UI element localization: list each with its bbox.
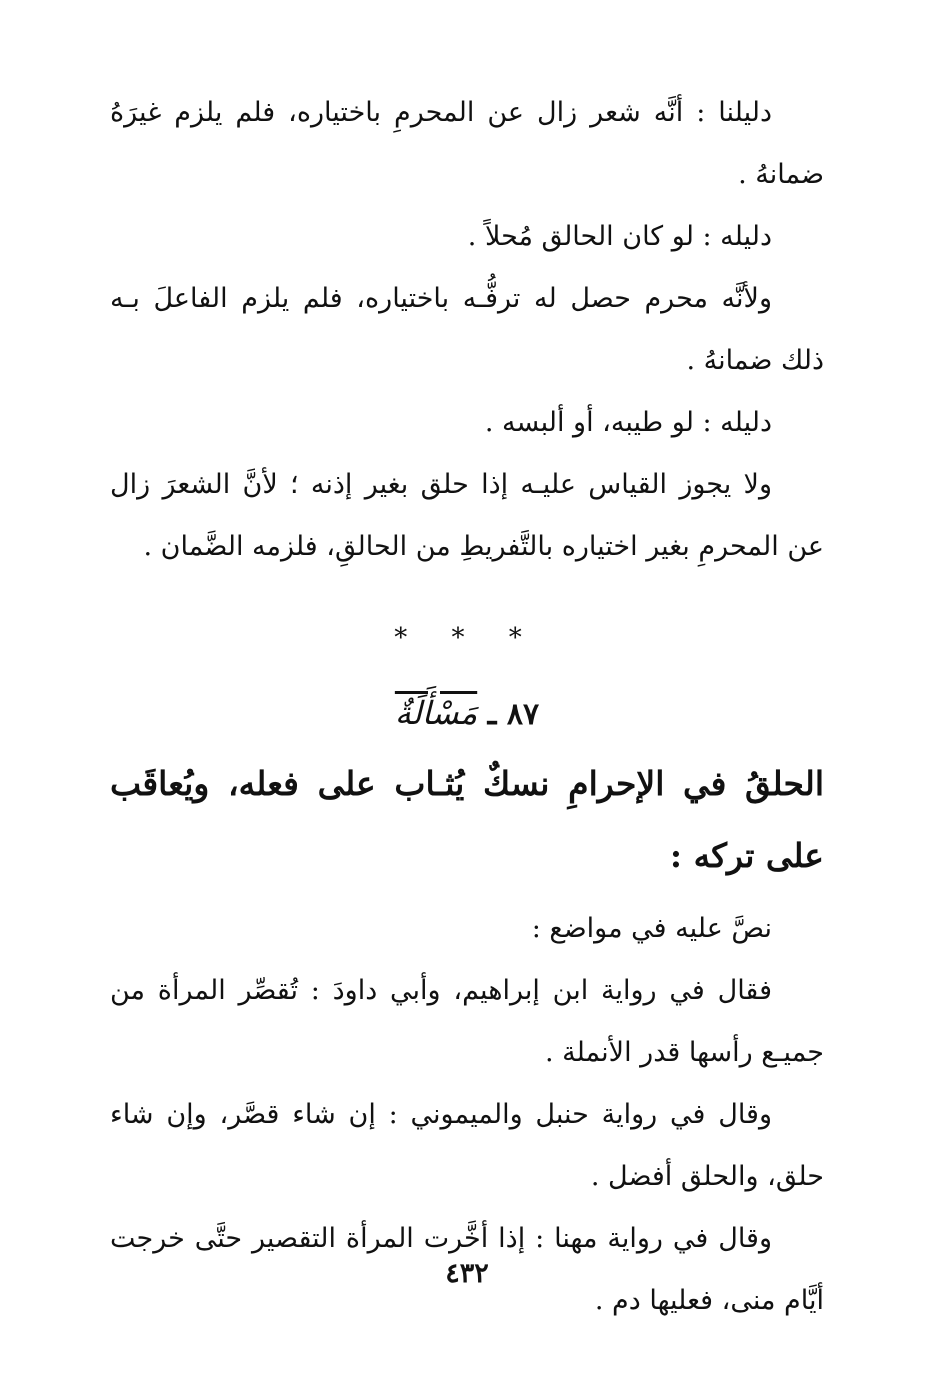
paragraph: ولا يجوز القياس عليـه إذا حلق بغير إذنه ؛ لأنَّ الشعرَ زال عن المحرمِ بغير اختياره بالتَّفريطِ من الحالقِ، فلزمه الضَّمان . — [110, 469, 824, 562]
paragraph: فقال في رواية ابن إبراهيم، وأبي داودَ : تُقصِّر المرأة من جميـع رأسها قدر الأنملة . — [110, 975, 824, 1068]
paragraph: وقال في رواية مهنا : إذا أخَّرت المرأة التقصير حتَّى خرجت أيَّام منى، فعليها دم . — [110, 1223, 824, 1316]
paragraph: دليله : لو كان الحالق مُحلاً . — [467, 221, 772, 252]
page-body — [110, 82, 824, 1332]
issue-heading: الحلقُ في الإحرامِ نسكٌ يُثـاب على فعله، ويُعاقَب على تركه : — [110, 764, 824, 875]
paragraph: دليله : لو طيبه، أو ألبسه . — [484, 407, 772, 438]
page-number: ٤٣٢ — [445, 1258, 489, 1289]
issue-header — [110, 684, 824, 742]
paragraph: نصَّ عليه في مواضع : — [531, 913, 772, 944]
paragraph: دليلنا : أنَّه شعر زال عن المحرمِ باختياره، فلم يلزم غيرَهُ ضمانهُ . — [110, 97, 824, 190]
paragraph: ولأنَّه محرم حصل له ترفُّـه باختياره، فلم يلزم الفاعلَ بـه ذلك ضمانهُ . — [110, 283, 824, 376]
issue-number: ٨٧ ـ — [487, 697, 540, 732]
paragraph: وقال في رواية حنبل والميموني : إن شاء قصَّر، وإن شاء حلق، والحلق أفضل . — [110, 1099, 824, 1192]
issue-word: مَسْأَلَةٌ — [394, 694, 478, 732]
section-separator: * * * — [394, 623, 540, 653]
